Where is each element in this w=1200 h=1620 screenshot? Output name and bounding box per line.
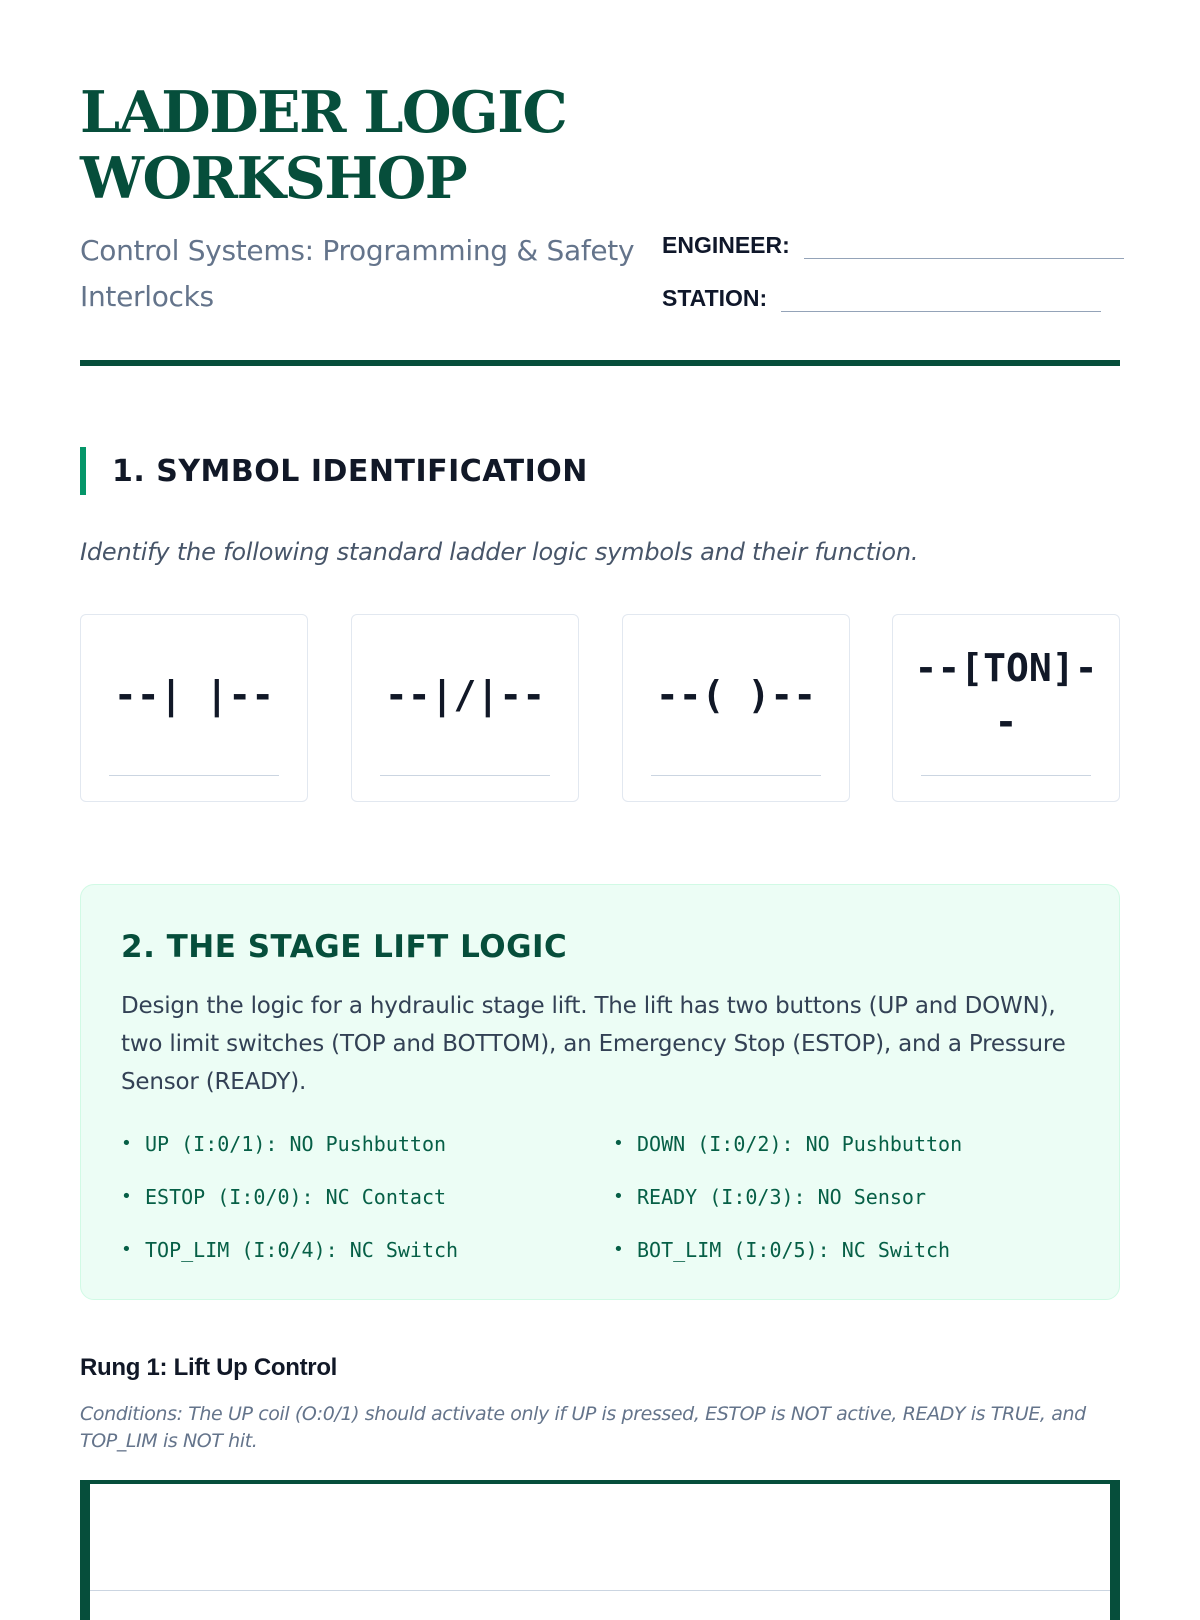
io-item-text: UP (I:0/1): NO Pushbutton: [145, 1131, 447, 1156]
io-item-text: TOP_LIM (I:0/4): NC Switch: [145, 1237, 459, 1262]
engineer-field: [662, 232, 1124, 259]
io-item-text: DOWN (I:0/2): NO Pushbutton: [637, 1131, 963, 1156]
symbol-card-nc-contact: [351, 614, 579, 802]
bullet-icon: •: [613, 1186, 624, 1207]
bullet-icon: •: [613, 1133, 624, 1154]
symbol-card-no-contact: [80, 614, 308, 802]
symbol-no-contact: --| |--: [113, 673, 275, 717]
bullet-icon: •: [613, 1239, 624, 1260]
io-item-text: BOT_LIM (I:0/5): NC Switch: [637, 1237, 951, 1262]
io-item-text: ESTOP (I:0/0): NC Contact: [145, 1184, 447, 1209]
engineer-input-line[interactable]: [804, 234, 1124, 259]
symbol-card-timer: [892, 614, 1120, 802]
symbol-card-coil: [622, 614, 850, 802]
symbol-answer-line[interactable]: [651, 775, 821, 776]
station-label: STATION:: [662, 285, 768, 311]
io-item: [613, 1170, 1101, 1223]
station-field: [662, 285, 1101, 312]
io-list: [121, 1117, 1101, 1276]
symbol-answer-line[interactable]: [380, 775, 550, 776]
engineer-label: ENGINEER:: [662, 232, 790, 258]
rung-1-conditions: Conditions: The UP coil (O:0/1) should activate only if UP is pressed, ESTOP is NOT active, READY is TRUE, and TOP_LIM is NOT hit.: [80, 1403, 1086, 1452]
station-input-line[interactable]: [781, 287, 1101, 312]
bullet-icon: •: [121, 1239, 132, 1260]
io-item: [121, 1223, 613, 1276]
symbol-coil: --( )--: [655, 673, 817, 717]
stage-lift-panel: [80, 884, 1120, 1300]
rung-1-ladder-area[interactable]: [80, 1480, 1120, 1620]
section-2-heading: 2. THE STAGE LIFT LOGIC: [121, 929, 568, 965]
section-1-instruction: Identify the following standard ladder logic symbols and their function.: [80, 538, 919, 566]
symbol-timer: --[TON]--: [914, 646, 1098, 744]
io-item: [613, 1223, 1101, 1276]
io-item: [121, 1170, 613, 1223]
io-item: [121, 1117, 613, 1170]
header-divider: [80, 360, 1120, 366]
rung-1-title: Rung 1: Lift Up Control: [80, 1354, 338, 1381]
symbol-nc-contact: --|/|--: [384, 673, 546, 717]
page-subtitle: Control Systems: Programming & Safety Interlocks: [80, 234, 635, 313]
bullet-icon: •: [121, 1186, 132, 1207]
symbol-answer-line[interactable]: [921, 775, 1091, 776]
rung-line: [90, 1590, 1110, 1591]
io-item-text: READY (I:0/3): NO Sensor: [637, 1184, 926, 1209]
symbol-answer-line[interactable]: [109, 775, 279, 776]
page-title: LADDER LOGIC WORKSHOP: [80, 79, 567, 212]
io-item: [613, 1117, 1101, 1170]
section-1-heading: 1. SYMBOL IDENTIFICATION: [80, 447, 588, 495]
section-2-description: Design the logic for a hydraulic stage lift. The lift has two buttons (UP and DOWN), two limit switches (TOP and BOTTOM), an Emergency Stop (ESTOP), and a Pressure Sensor (READY).: [121, 993, 1066, 1095]
bullet-icon: •: [121, 1133, 132, 1154]
